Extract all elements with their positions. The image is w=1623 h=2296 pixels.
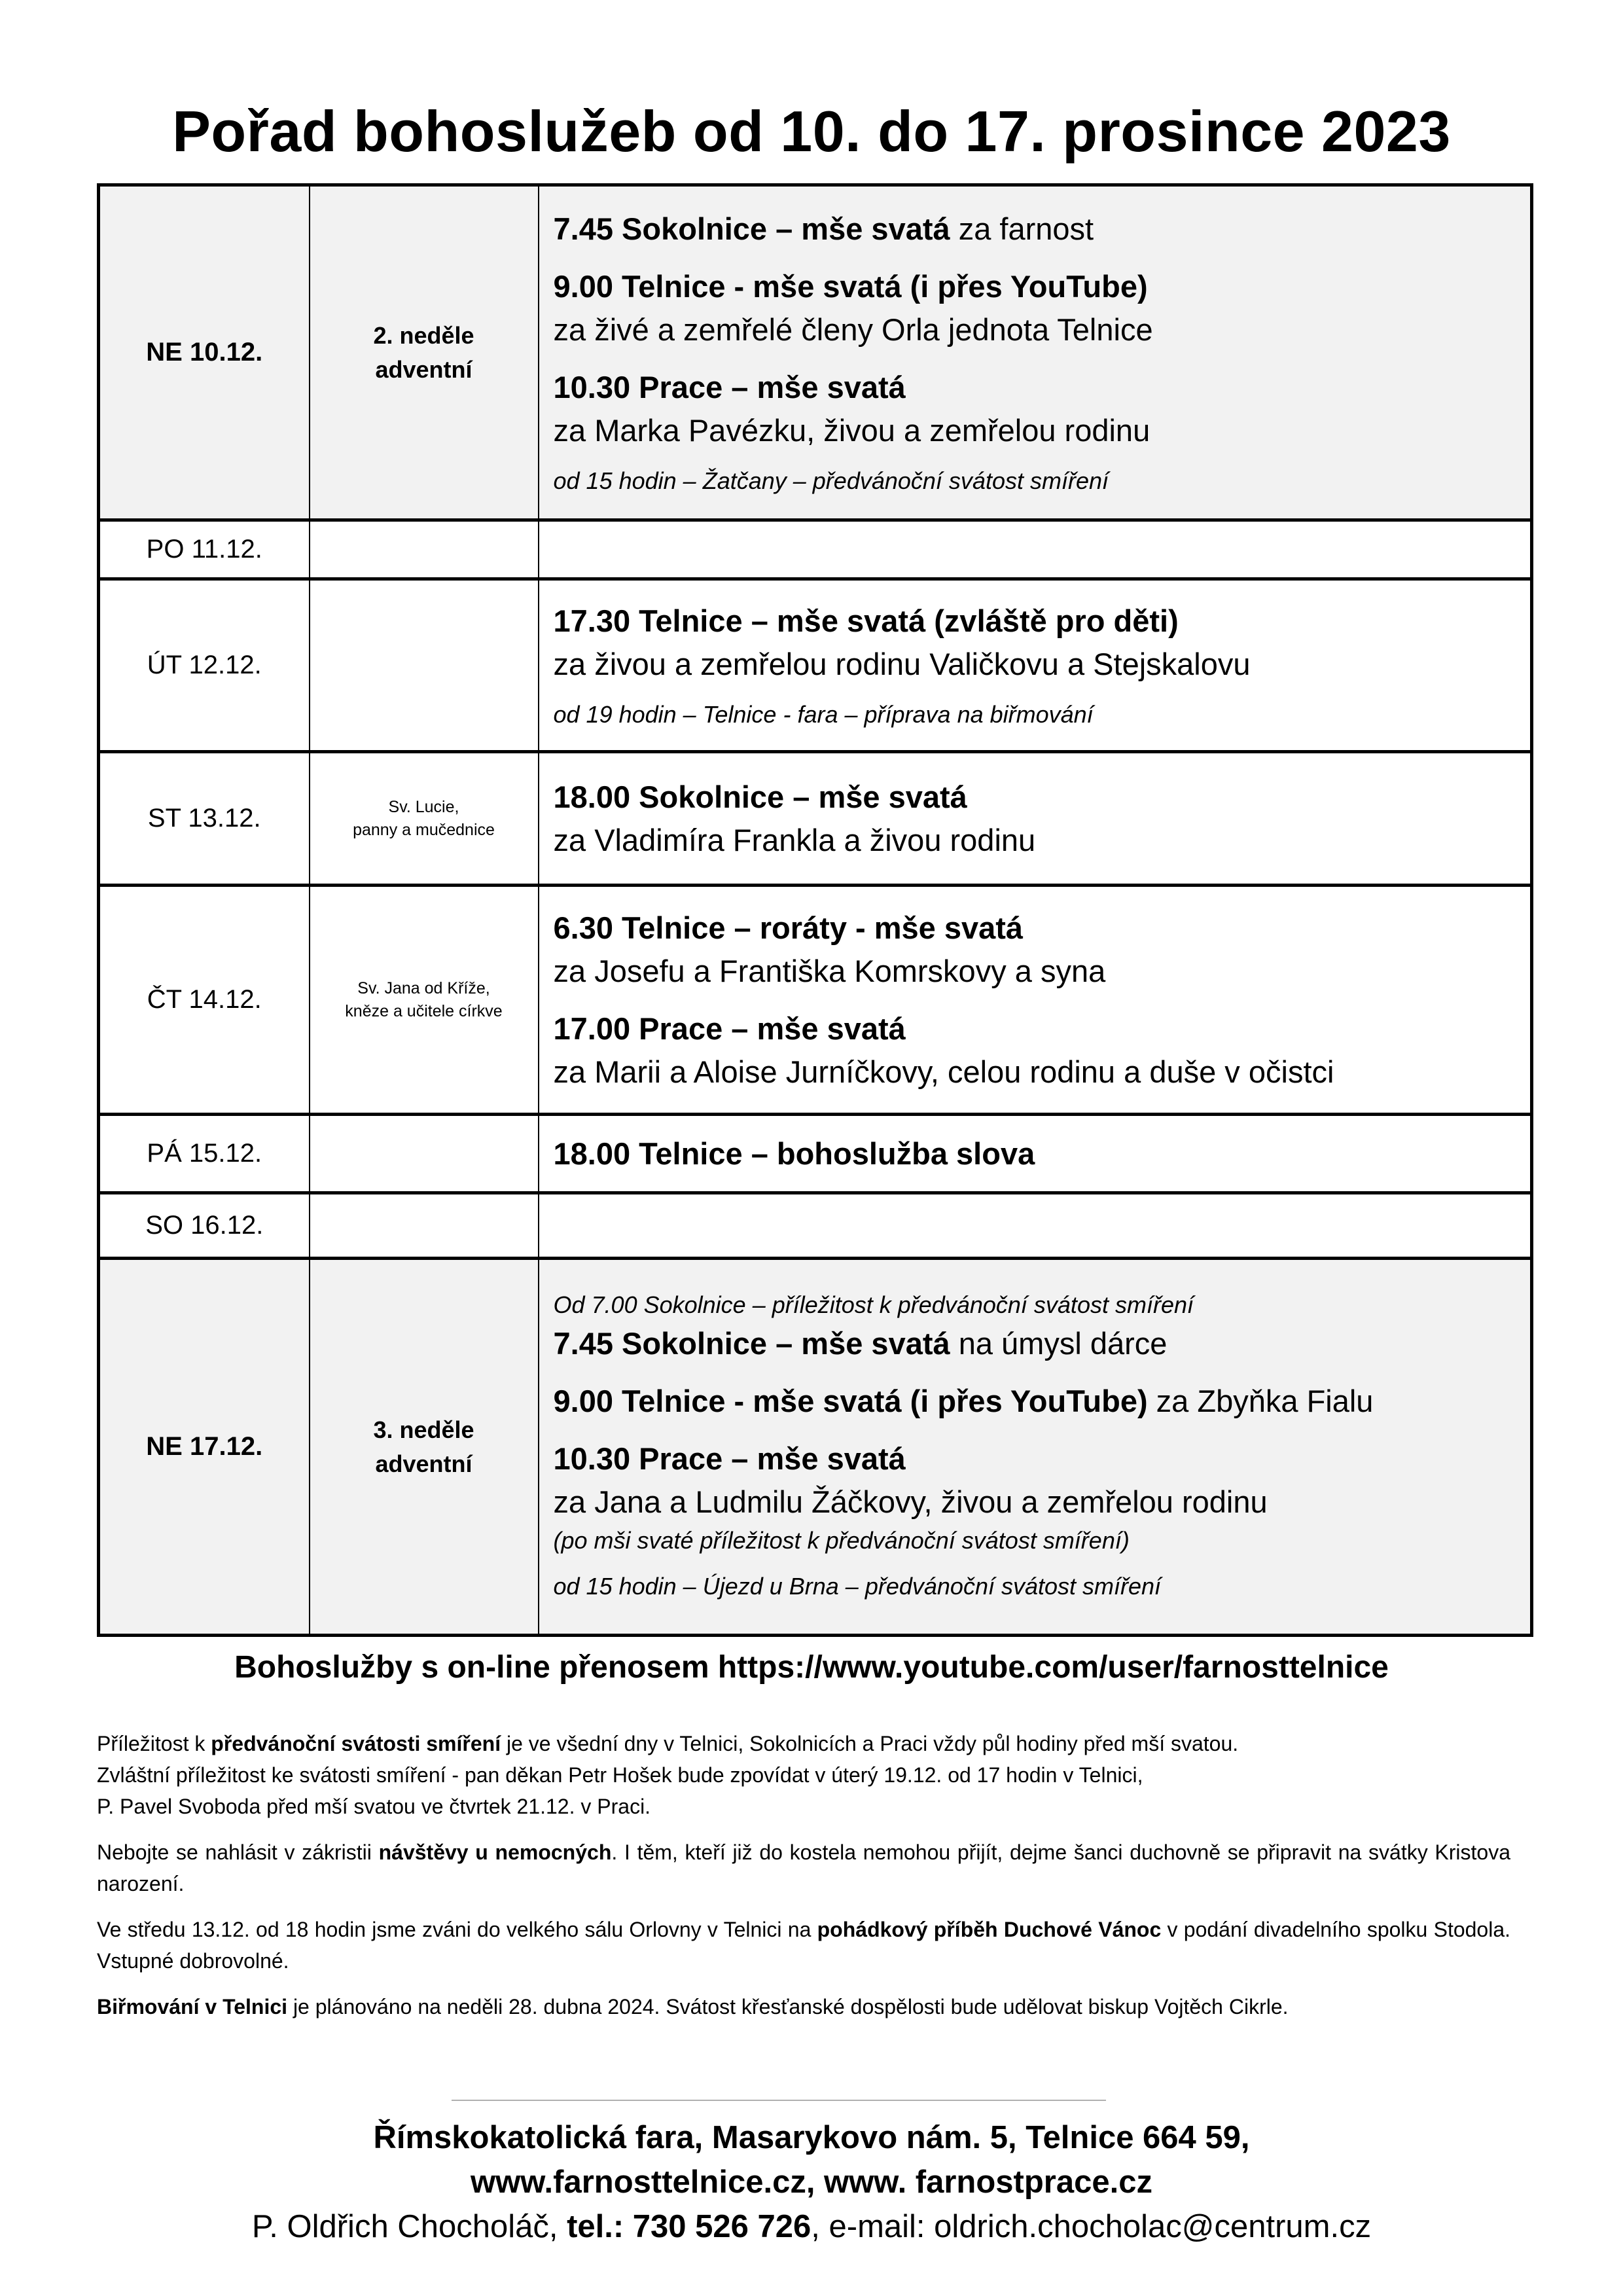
announcement-text: v podání divadelního spolku Stodola. Vstupné dobrovolné. — [97, 1918, 1511, 1973]
mass-entry — [554, 776, 1518, 862]
table-row — [99, 1193, 1532, 1259]
feast-label: Sv. Lucie, — [388, 797, 459, 816]
feast-label: kněze a učitele církve — [345, 1001, 503, 1020]
day-cell: NE 10.12. — [99, 185, 310, 520]
mass-intention: za Josefu a Františka Komrskovy a syna — [553, 953, 1106, 988]
mass-entry — [554, 1380, 1518, 1423]
footer — [0, 2115, 1623, 2249]
day-cell: PO 11.12. — [99, 520, 310, 579]
announcement-paragraph — [97, 1728, 1510, 1822]
footer-divider — [452, 2100, 1106, 2101]
feast-label: Sv. Jana od Kříže, — [357, 978, 490, 997]
footer-phone: tel.: 730 526 726 — [567, 2209, 812, 2244]
mass-entry — [554, 1132, 1518, 1175]
note-text: (po mši svaté příležitost k předvánoční svátost smíření) — [553, 1526, 1130, 1554]
footer-contact — [0, 2204, 1623, 2249]
footer-address: Římskokatolická fara, Masarykovo nám. 5, Telnice 664 59, — [373, 2120, 1250, 2155]
mass-intention: za Zbyňka Fialu — [1147, 1383, 1374, 1418]
note-text: od 15 hodin – Žatčany – předvánoční svátost smíření — [553, 467, 1109, 494]
day-cell: ST 13.12. — [99, 752, 310, 886]
note-text: Od 7.00 Sokolnice – příležitost k předvánoční svátost smíření — [553, 1291, 1194, 1318]
mass-intention: za Marka Pavézku, živou a zemřelou rodinu — [553, 412, 1150, 448]
mass-intention: za farnost — [950, 211, 1094, 246]
feast-cell — [310, 752, 539, 886]
table-row — [99, 886, 1532, 1115]
footer-websites: www.farnosttelnice.cz, www. farnostprace.cz — [471, 2164, 1152, 2200]
mass-intention: za Marii a Aloise Jurníčkovy, celou rodinu a duše v očistci — [553, 1054, 1334, 1089]
schedule-table — [97, 183, 1533, 1637]
feast-label: 2. neděle adventní — [373, 321, 474, 383]
masses-cell — [539, 886, 1532, 1115]
mass-heading: 6.30 Telnice – roráty - mše svatá — [553, 910, 1024, 945]
masses-cell — [539, 752, 1532, 886]
announcements — [97, 1728, 1510, 2037]
announcement-emphasis: Biřmování v Telnici — [97, 1995, 288, 2018]
mass-intention: za živou a zemřelou rodinu Valičkovu a Stejskalovu — [553, 646, 1251, 681]
page-title: Pořad bohoslužeb od 10. do 17. prosince 2023 — [172, 99, 1451, 164]
footer-priest: P. Oldřich Chocholáč, — [251, 2209, 567, 2244]
announcement-emphasis: návštěvy u nemocných — [378, 1840, 612, 1864]
announcement-text: . I těm, kteří již do kostela nemohou přijít, dejme šanci duchovně se připravit na svátky Kristova narození. — [97, 1840, 1511, 1895]
mass-entry — [554, 1437, 1518, 1524]
mass-heading: 18.00 Sokolnice – mše svatá — [553, 779, 967, 814]
day-cell: ÚT 12.12. — [99, 579, 310, 752]
announcement-text: P. Pavel Svoboda před mší svatou ve čtvrtek 21.12. v Praci. — [97, 1795, 651, 1818]
announcement-text: Příležitost k — [97, 1732, 211, 1755]
table-row — [99, 579, 1532, 752]
mass-heading: 10.30 Prace – mše svatá — [553, 369, 906, 404]
masses-cell — [539, 1259, 1532, 1636]
announcement-text: Nebojte se nahlásit v zákristii — [97, 1840, 379, 1864]
day-cell: PÁ 15.12. — [99, 1115, 310, 1193]
table-row — [99, 185, 1532, 520]
mass-intention: na úmysl dárce — [950, 1325, 1168, 1361]
feast-cell — [310, 1115, 539, 1193]
feast-cell — [310, 185, 539, 520]
mass-intention: za živé a zemřelé členy Orla jednota Telnice — [553, 312, 1153, 347]
footer-email: , e-mail: oldrich.chocholac@centrum.cz — [811, 2209, 1372, 2244]
feast-label: panny a mučednice — [353, 820, 495, 839]
mass-heading: 17.30 Telnice – mše svatá (zvláště pro děti) — [553, 603, 1179, 638]
note-text: od 19 hodin – Telnice - fara – příprava na biřmování — [553, 700, 1094, 728]
announcement-emphasis: pohádkový příběh Duchové Vánoc — [817, 1918, 1162, 1941]
masses-cell — [539, 1193, 1532, 1259]
feast-label: 3. neděle adventní — [373, 1416, 474, 1477]
mass-entry — [554, 600, 1518, 686]
mass-entry — [554, 265, 1518, 351]
mass-heading: 7.45 Sokolnice – mše svatá — [553, 1325, 950, 1361]
day-cell: ČT 14.12. — [99, 886, 310, 1115]
announcement-paragraph — [97, 1837, 1510, 1899]
mass-entry — [554, 1322, 1518, 1365]
announcement-text: Zvláštní příležitost ke svátosti smíření - pan děkan Petr Hošek bude zpovídat v úterý 19.12. od 17 hodin v Telnici, — [97, 1763, 1143, 1787]
day-cell: SO 16.12. — [99, 1193, 310, 1259]
mass-entry — [554, 1007, 1518, 1094]
mass-heading: 9.00 Telnice - mše svatá (i přes YouTube) — [553, 1383, 1148, 1418]
masses-cell — [539, 1115, 1532, 1193]
mass-intention: za Jana a Ludmilu Žáčkovy, živou a zemřelou rodinu — [553, 1484, 1268, 1519]
masses-cell — [539, 185, 1532, 520]
mass-heading: 18.00 Telnice – bohoslužba slova — [553, 1136, 1035, 1171]
mass-heading: 10.30 Prace – mše svatá — [553, 1441, 906, 1476]
table-row — [99, 752, 1532, 886]
announcement-emphasis: předvánoční svátosti smíření — [211, 1732, 501, 1755]
online-stream-text: Bohoslužby s on-line přenosem https://www.youtube.com/user/farnosttelnice — [234, 1650, 1389, 1685]
announcement-text: je ve všední dny v Telnici, Sokolnicích a Praci vždy půl hodiny před mší svatou. — [501, 1732, 1239, 1755]
table-row — [99, 1115, 1532, 1193]
mass-entry — [554, 906, 1518, 993]
feast-cell — [310, 520, 539, 579]
day-cell: NE 17.12. — [99, 1259, 310, 1636]
mass-heading: 17.00 Prace – mše svatá — [553, 1011, 906, 1046]
feast-cell — [310, 1193, 539, 1259]
mass-heading: 9.00 Telnice - mše svatá (i přes YouTube) — [553, 268, 1148, 304]
mass-entry — [554, 207, 1518, 251]
table-row — [99, 520, 1532, 579]
announcement-paragraph — [97, 1914, 1510, 1977]
masses-cell — [539, 579, 1532, 752]
announcement-text: je plánováno na neděli 28. dubna 2024. Svátost křesťanské dospělosti bude udělovat biskup Vojtěch Cikrle. — [287, 1995, 1289, 2018]
announcement-paragraph — [97, 1991, 1510, 2022]
announcement-text: Ve středu 13.12. od 18 hodin jsme zváni do velkého sálu Orlovny v Telnici na — [97, 1918, 817, 1941]
feast-cell — [310, 1259, 539, 1636]
feast-cell — [310, 579, 539, 752]
feast-cell — [310, 886, 539, 1115]
mass-intention: za Vladimíra Frankla a živou rodinu — [553, 822, 1036, 857]
note-text: od 15 hodin – Újezd u Brna – předvánoční svátost smíření — [553, 1572, 1162, 1600]
masses-cell — [539, 520, 1532, 579]
mass-entry — [554, 366, 1518, 452]
table-row — [99, 1259, 1532, 1636]
mass-heading: 7.45 Sokolnice – mše svatá — [553, 211, 950, 246]
